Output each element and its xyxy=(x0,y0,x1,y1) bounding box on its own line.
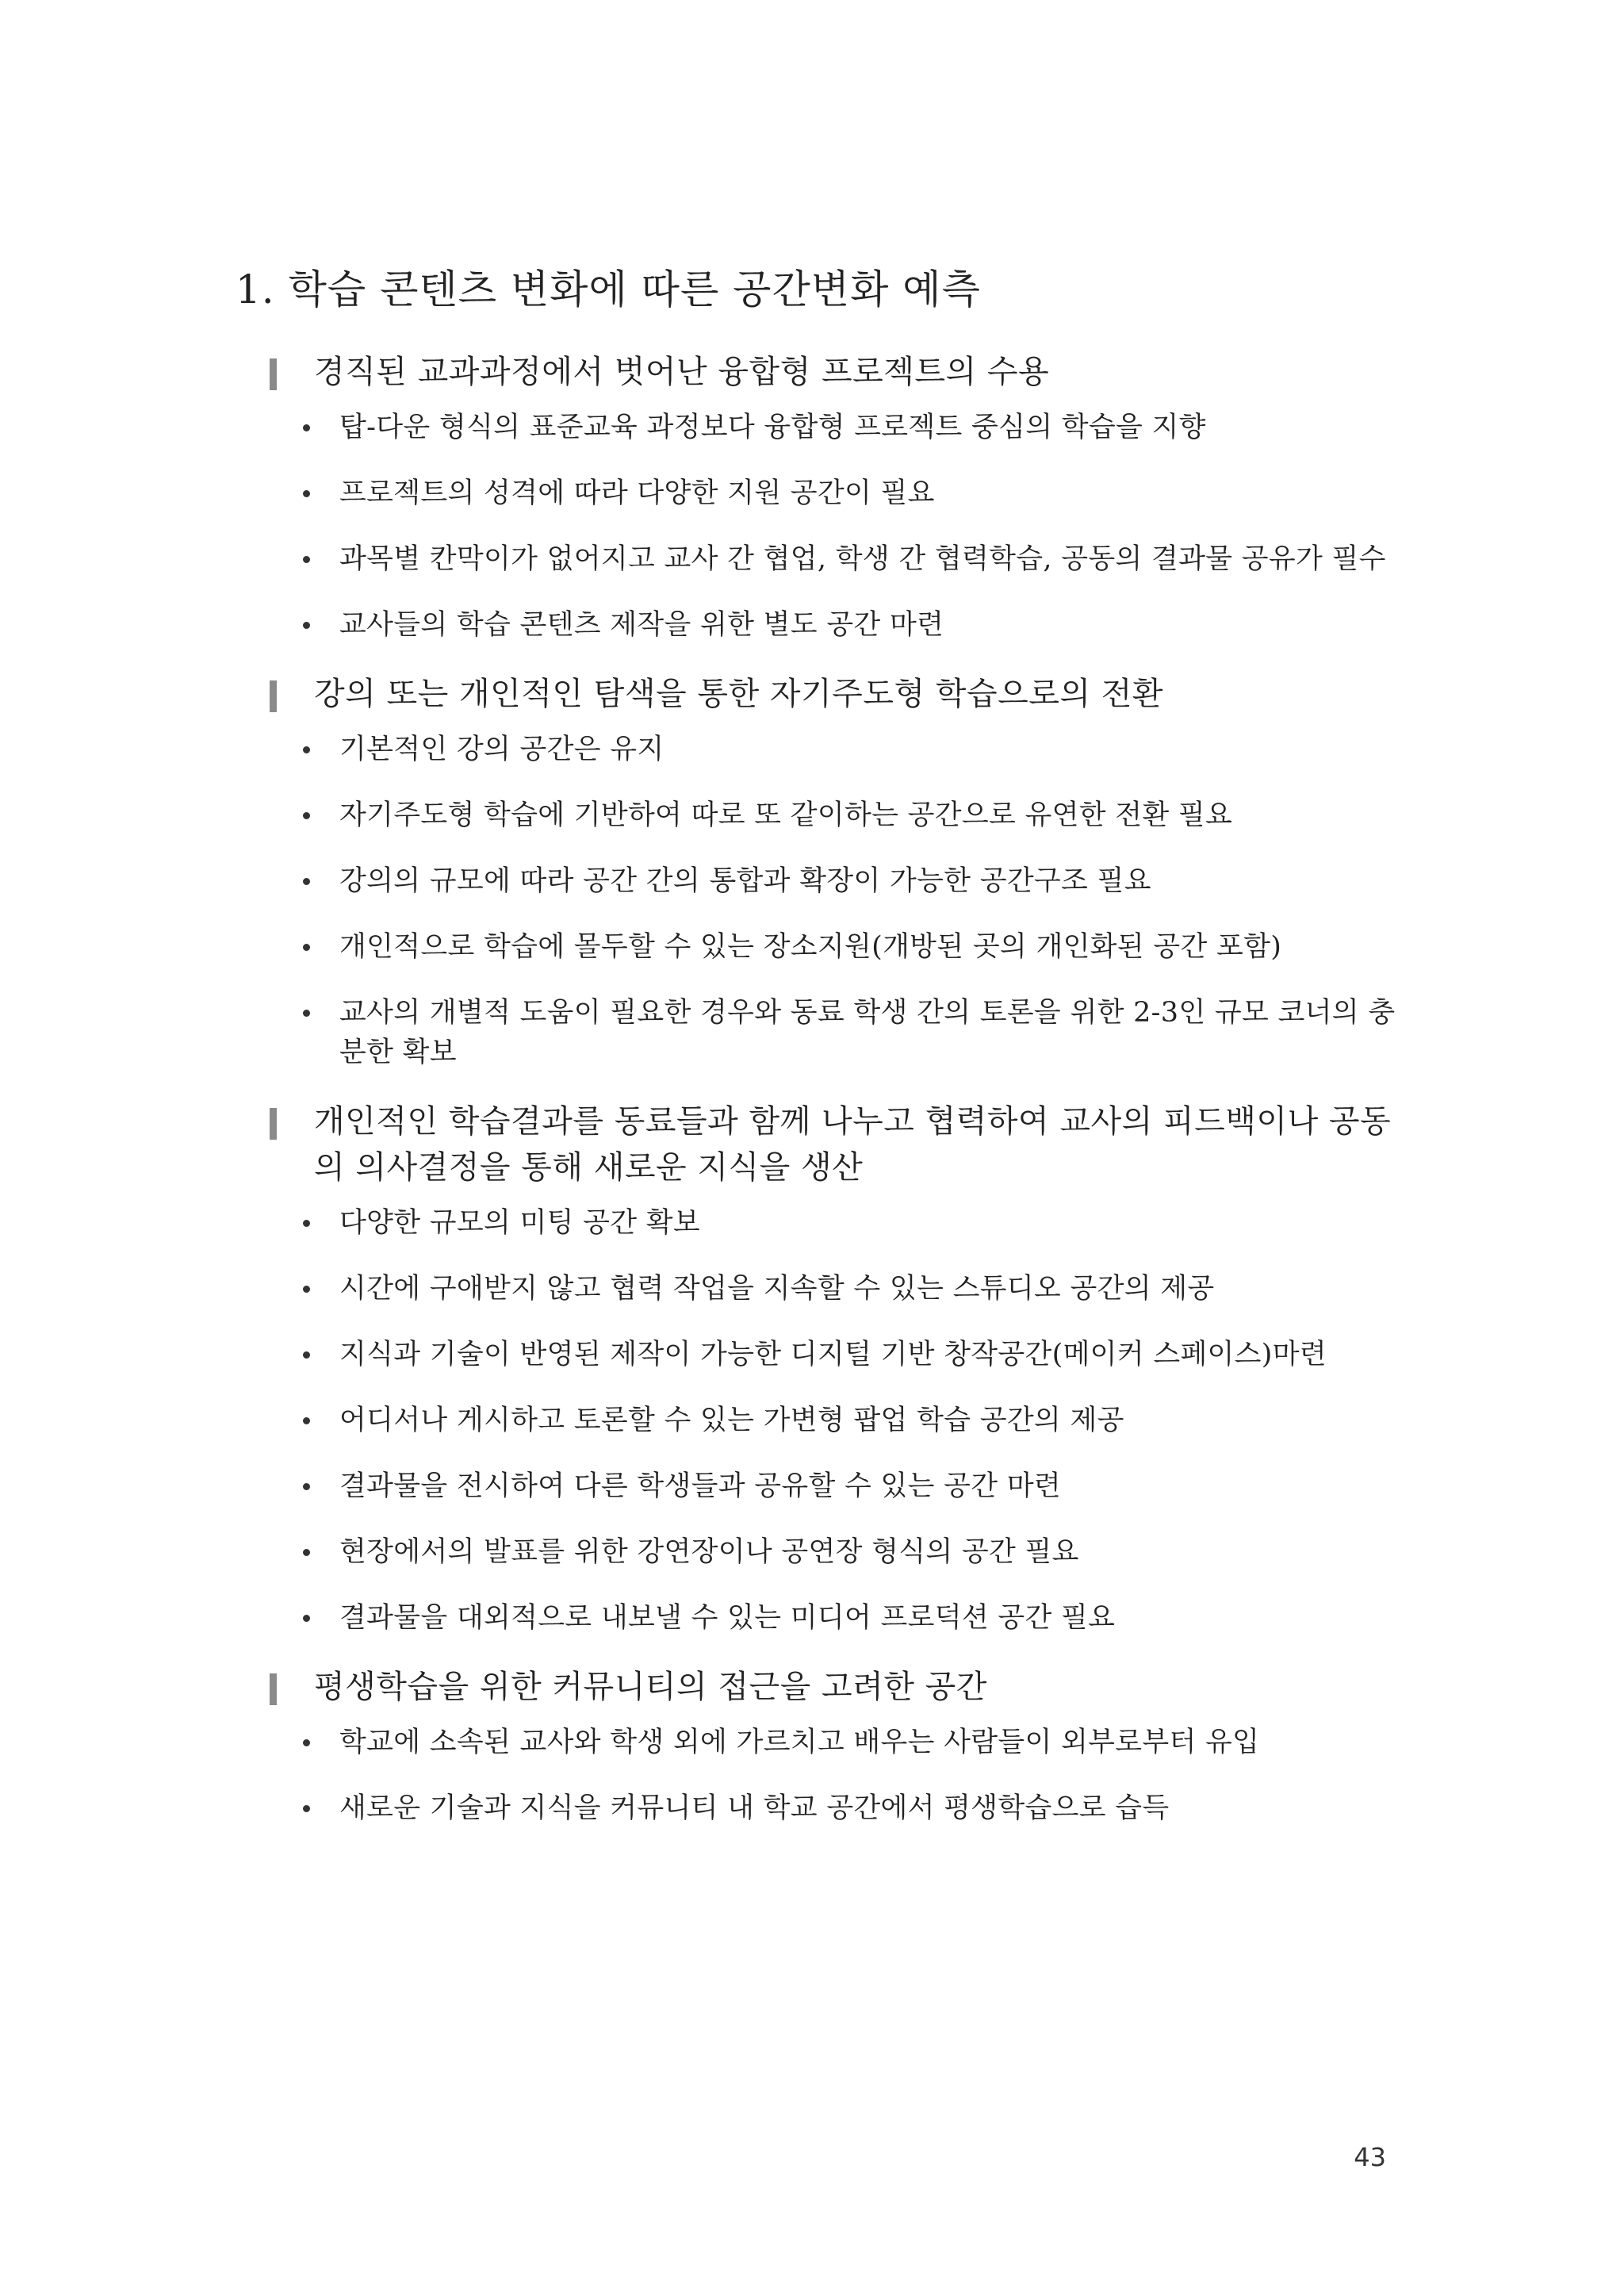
section-bar-icon xyxy=(270,1673,277,1705)
bullet-dot-icon xyxy=(303,1286,310,1293)
list-item xyxy=(270,927,1411,967)
bullet-dot-icon xyxy=(303,1417,310,1424)
bullet-dot-icon xyxy=(303,1549,310,1556)
section-3 xyxy=(270,1098,1411,1638)
bullet-dot-icon xyxy=(303,1615,310,1622)
list-item-text: 현장에서의 발표를 위한 강연장이나 공연장 형식의 공간 필요 xyxy=(339,1536,1079,1568)
list-item-text: 교사의 개별적 도움이 필요한 경우와 동료 학생 간의 토론을 위한 2-3인 규모 코너의 충분한 확보 xyxy=(339,997,1396,1068)
bullet-dot-icon xyxy=(303,1010,310,1017)
list-item-text: 과목별 칸막이가 없어지고 교사 간 협업, 학생 간 협력학습, 공동의 결과물 공유가 필수 xyxy=(339,543,1386,575)
section-bar-icon xyxy=(270,358,277,390)
bullet-dot-icon xyxy=(303,1739,310,1746)
list-item xyxy=(270,1203,1411,1243)
list-item xyxy=(270,1335,1411,1374)
list-item xyxy=(270,993,1411,1072)
bullet-list xyxy=(270,1203,1411,1638)
bullet-dot-icon xyxy=(303,746,310,753)
list-item-text: 교사들의 학습 콘텐츠 제작을 위한 별도 공간 마련 xyxy=(339,609,944,641)
list-item xyxy=(270,473,1411,513)
list-item-text: 지식과 기술이 반영된 제작이 가능한 디지털 기반 창작공간(메이커 스페이스)마련 xyxy=(339,1339,1327,1370)
list-item xyxy=(270,1466,1411,1506)
list-item xyxy=(270,1723,1411,1762)
list-item-text: 기본적인 강의 공간은 유지 xyxy=(339,734,665,765)
bullet-dot-icon xyxy=(303,878,310,885)
section-bar-icon xyxy=(270,1108,277,1140)
section-heading xyxy=(270,1098,1411,1190)
bullet-dot-icon xyxy=(303,556,310,563)
section-1 xyxy=(270,349,1411,645)
list-item xyxy=(270,1788,1411,1828)
list-item-text: 결과물을 대외적으로 내보낼 수 있는 미디어 프로덕션 공간 필요 xyxy=(339,1602,1116,1634)
section-2 xyxy=(270,671,1411,1072)
page-number: 43 xyxy=(1354,2142,1386,2172)
section-4 xyxy=(270,1664,1411,1828)
section-heading-text: 평생학습을 위한 커뮤니티의 접근을 고려한 공간 xyxy=(314,1669,987,1705)
list-item xyxy=(270,1269,1411,1309)
section-heading xyxy=(270,1664,1411,1710)
bullet-dot-icon xyxy=(303,1805,310,1812)
list-item-text: 학교에 소속된 교사와 학생 외에 가르치고 배우는 사람들이 외부로부터 유입 xyxy=(339,1727,1260,1758)
list-item xyxy=(270,795,1411,835)
section-heading-text: 경직된 교과과정에서 벗어난 융합형 프로젝트의 수용 xyxy=(314,354,1050,390)
bullet-dot-icon xyxy=(303,490,310,497)
list-item-text: 강의의 규모에 따라 공간 간의 통합과 확장이 가능한 공간구조 필요 xyxy=(339,865,1151,897)
list-item xyxy=(270,1532,1411,1572)
list-item-text: 탑-다운 형식의 표준교육 과정보다 융합형 프로젝트 중심의 학습을 지향 xyxy=(339,412,1206,443)
bullet-dot-icon xyxy=(303,1351,310,1359)
section-heading xyxy=(270,349,1411,395)
section-heading-text: 개인적인 학습결과를 동료들과 함께 나누고 협력하여 교사의 피드백이나 공동의 의사결정을 통해 새로운 지식을 생산 xyxy=(314,1103,1392,1186)
list-item xyxy=(270,861,1411,901)
list-item-text: 시간에 구애받지 않고 협력 작업을 지속할 수 있는 스튜디오 공간의 제공 xyxy=(339,1273,1215,1305)
bullet-dot-icon xyxy=(303,1483,310,1490)
list-item xyxy=(270,1598,1411,1638)
bullet-dot-icon xyxy=(303,622,310,629)
bullet-list xyxy=(270,408,1411,645)
list-item xyxy=(270,408,1411,447)
content-body xyxy=(270,349,1411,1854)
list-item xyxy=(270,730,1411,769)
list-item-text: 다양한 규모의 미팅 공간 확보 xyxy=(339,1207,701,1239)
bullet-dot-icon xyxy=(303,424,310,431)
section-heading xyxy=(270,671,1411,717)
bullet-dot-icon xyxy=(303,812,310,819)
list-item-text: 프로젝트의 성격에 따라 다양한 지원 공간이 필요 xyxy=(339,477,935,509)
section-bar-icon xyxy=(270,680,277,712)
bullet-dot-icon xyxy=(303,944,310,951)
page-title: 1. 학습 콘텐츠 변화에 따른 공간변화 예측 xyxy=(236,266,981,312)
list-item-text: 새로운 기술과 지식을 커뮤니티 내 학교 공간에서 평생학습으로 습득 xyxy=(339,1792,1170,1824)
list-item-text: 자기주도형 학습에 기반하여 따로 또 같이하는 공간으로 유연한 전환 필요 xyxy=(339,799,1233,831)
list-item xyxy=(270,605,1411,645)
section-heading-text: 강의 또는 개인적인 탐색을 통한 자기주도형 학습으로의 전환 xyxy=(314,676,1164,712)
list-item-text: 개인적으로 학습에 몰두할 수 있는 장소지원(개방된 곳의 개인화된 공간 포함) xyxy=(339,931,1282,963)
list-item-text: 결과물을 전시하여 다른 학생들과 공유할 수 있는 공간 마련 xyxy=(339,1470,1062,1502)
bullet-dot-icon xyxy=(303,1220,310,1227)
list-item-text: 어디서나 게시하고 토론할 수 있는 가변형 팝업 학습 공간의 제공 xyxy=(339,1405,1124,1436)
list-item xyxy=(270,539,1411,579)
list-item xyxy=(270,1401,1411,1440)
bullet-list xyxy=(270,1723,1411,1828)
bullet-list xyxy=(270,730,1411,1072)
